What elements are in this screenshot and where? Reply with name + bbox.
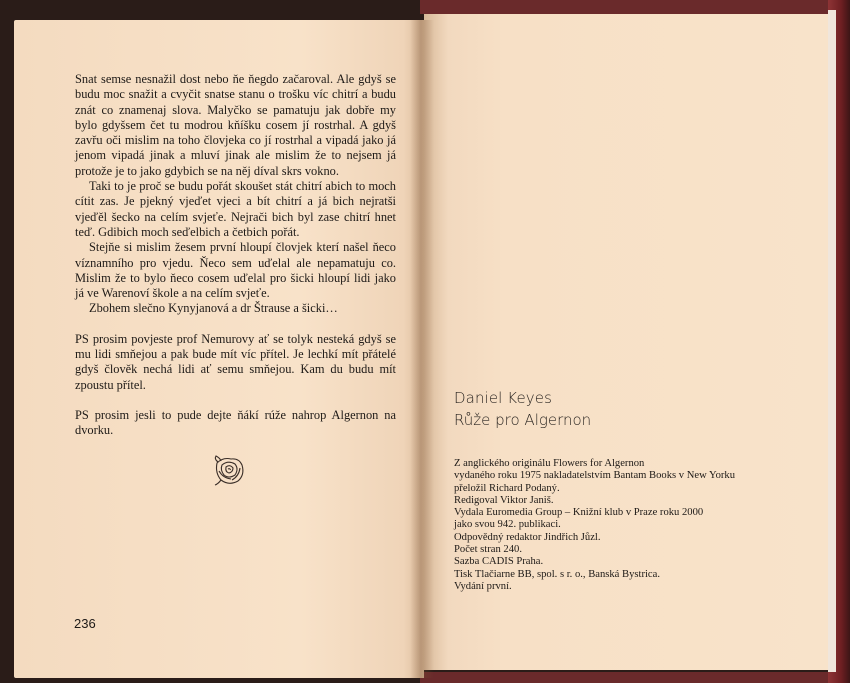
imprint-line: Tisk Tlačiarne BB, spol. s r. o., Banská Bystrica. [454,568,660,580]
book-cover-top [420,0,850,14]
imprint-line: Sazba CADIS Praha. [454,556,544,568]
book-cover-bottom [420,672,850,683]
postscript-2: PS prosim jesli to pude dejte ňákí rúže nahrop Algernon na dvorku. [75,407,396,438]
imprint-line: Z anglického originálu Flowers for Algernon [454,458,645,469]
imprint-line: vydaného roku 1975 nakladatelstvím Bantam Books v New Yorku [454,470,735,482]
left-page [14,20,424,678]
paragraph: Snat semse nesnažil dost nebo ňe ňegdo začaroval. Ale gdyš se budu moc snažit a cvyčit snatse stanu o trošku víc chitrí a budu znát co znamenaj slova. Malyčko se pamatuju jak dobře my bylo gdyšsem čet tu modrou kňíšku cosem jí rostrhal. A gdyš zavřu oči mislim na toho človjeka co jí rostrhal a vipadá jako já jenom vipadá jinak a mluví jinak ale mislim že to nejsem já protože je to jako gdybich se na něj díval skrs vokno. [75,72,396,178]
right-page [424,14,828,670]
imprint-line: Vydala Euromedia Group – Knižní klub v Praze roku 2000 [454,507,704,519]
postscript-1: PS prosim povjeste prof Nemurovy ať se tolyk nesteká gdyš se mu lidi smňejou a pak bude mít víc přítel. Je lechkí mít přátelé gdyš člověk nechá lidi ať semu smňejou. Kam du budu mít zpoustu přítel. [75,331,396,392]
page-number: 236 [74,616,96,631]
imprint-line: Odpovědný redaktor Jindřich Jůzl. [454,531,601,543]
imprint-line: jako svou 942. publikaci. [454,519,561,531]
imprint-line: Redigoval Viktor Janiš. [454,494,554,506]
body-text [75,72,396,439]
paragraph: Stejňe si mislim žesem první hloupí človjek kterí našel ňeco víznamního pro vjedu. Ňeco sem uďelal ale nepamatuju co. Mislim že to bylo ňeco cosem uďelal pro šicki hloupí lidi jako já ve Warenoví škole a na celím svjeťe. [75,240,396,301]
author-name: Daniel Keyes [454,389,553,407]
paragraph: Taki to je proč se budu pořát skoušet stát chitrí abich to moch cítit zas. Je pjekný vjeďet vjeci a bít chitrí a já bich nejratši vjeďěl šecko na celím svjeťe. Nejrači bich byl zase chitrí hnet teď. Gdibich moch seďelbich a četbich pořát. [75,179,396,239]
imprint-block [454,458,784,593]
imprint-line: přeložil Richard Podaný. [454,482,560,494]
paragraph: Zbohem slečno Kynyjanová a dr Štrause a šicki… [89,301,338,316]
book-title: Růže pro Algernon [454,411,592,429]
imprint-line: Počet stran 240. [454,544,522,556]
rose-icon [211,453,247,487]
imprint-line: Vydání první. [454,580,512,592]
